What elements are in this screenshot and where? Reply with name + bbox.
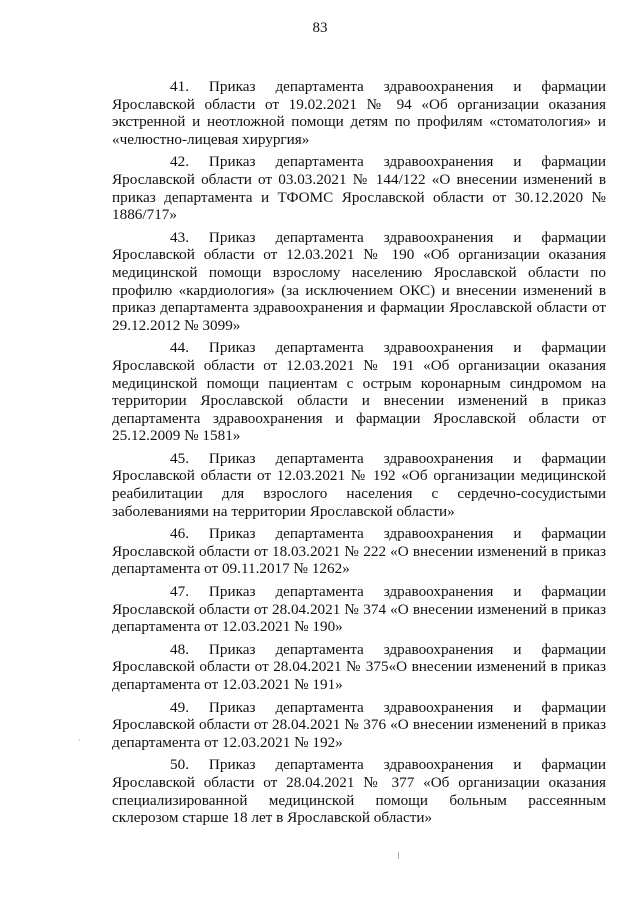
list-item-48: 48. Приказ департамента здравоохранения и фармации Ярославской области от 28.04.2021 № 375«О внесении изменений в приказ департамента от 12.03.2021 № 191» xyxy=(112,640,606,693)
list-item-45: 45. Приказ департамента здравоохранения и фармации Ярославской области от 12.03.2021 № 192 «Об организации медицинской реабилитации для взрослого населения с сердечно-сосудистыми заболеваниями на территории Ярославской области» xyxy=(112,449,606,520)
scan-tick-mark xyxy=(398,852,399,859)
list-item-49: 49. Приказ департамента здравоохранения и фармации Ярославской области от 28.04.2021 № 376 «О внесении изменений в приказ департамента от 12.03.2021 № 192» xyxy=(112,698,606,751)
list-item-44: 44. Приказ департамента здравоохранения и фармации Ярославской области от 12.03.2021 № 191 «Об организации оказания медицинской помощи пациентам с острым коронарным синдромом на территории Ярославской области и внесении изменений в приказ департамента здравоохранения и фармации Ярославской области от 25.12.2009 № 1581» xyxy=(112,339,606,445)
document-list xyxy=(112,78,606,832)
list-item-50: 50. Приказ департамента здравоохранения и фармации Ярославской области от 28.04.2021 № 377 «Об организации оказания специализированной медицинской помощи больным рассеянным склерозом старше 18 лет в Ярославской области» xyxy=(112,756,606,827)
page-number: 83 xyxy=(312,20,328,36)
list-item-47: 47. Приказ департамента здравоохранения и фармации Ярославской области от 28.04.2021 № 374 «О внесении изменений в приказ департамента от 12.03.2021 № 190» xyxy=(112,583,606,636)
list-item-42: 42. Приказ департамента здравоохранения и фармации Ярославской области от 03.03.2021 № 144/122 «О внесении изменений в приказ департамента и ТФОМС Ярославской области от 30.12.2020 № 1886/717» xyxy=(112,153,606,224)
list-item-43: 43. Приказ департамента здравоохранения и фармации Ярославской области от 12.03.2021 № 190 «Об организации оказания медицинской помощи взрослому населению Ярославской области по профилю «кардиология» (за исключением ОКС) и внесении изменений в приказ департамента здравоохранения и фармации Ярославской области от 29.12.2012 № 3099» xyxy=(112,228,606,334)
list-item-46: 46. Приказ департамента здравоохранения и фармации Ярославской области от 18.03.2021 № 222 «О внесении изменений в приказ департамента от 09.11.2017 № 1262» xyxy=(112,525,606,578)
margin-dot-mark: · xyxy=(78,736,81,745)
list-item-41: 41. Приказ департамента здравоохранения и фармации Ярославской области от 19.02.2021 № 94 «Об организации оказания экстренной и неотложной помощи детям по профилям «стоматология» и «челюстно-лицевая хирургия» xyxy=(112,78,606,148)
